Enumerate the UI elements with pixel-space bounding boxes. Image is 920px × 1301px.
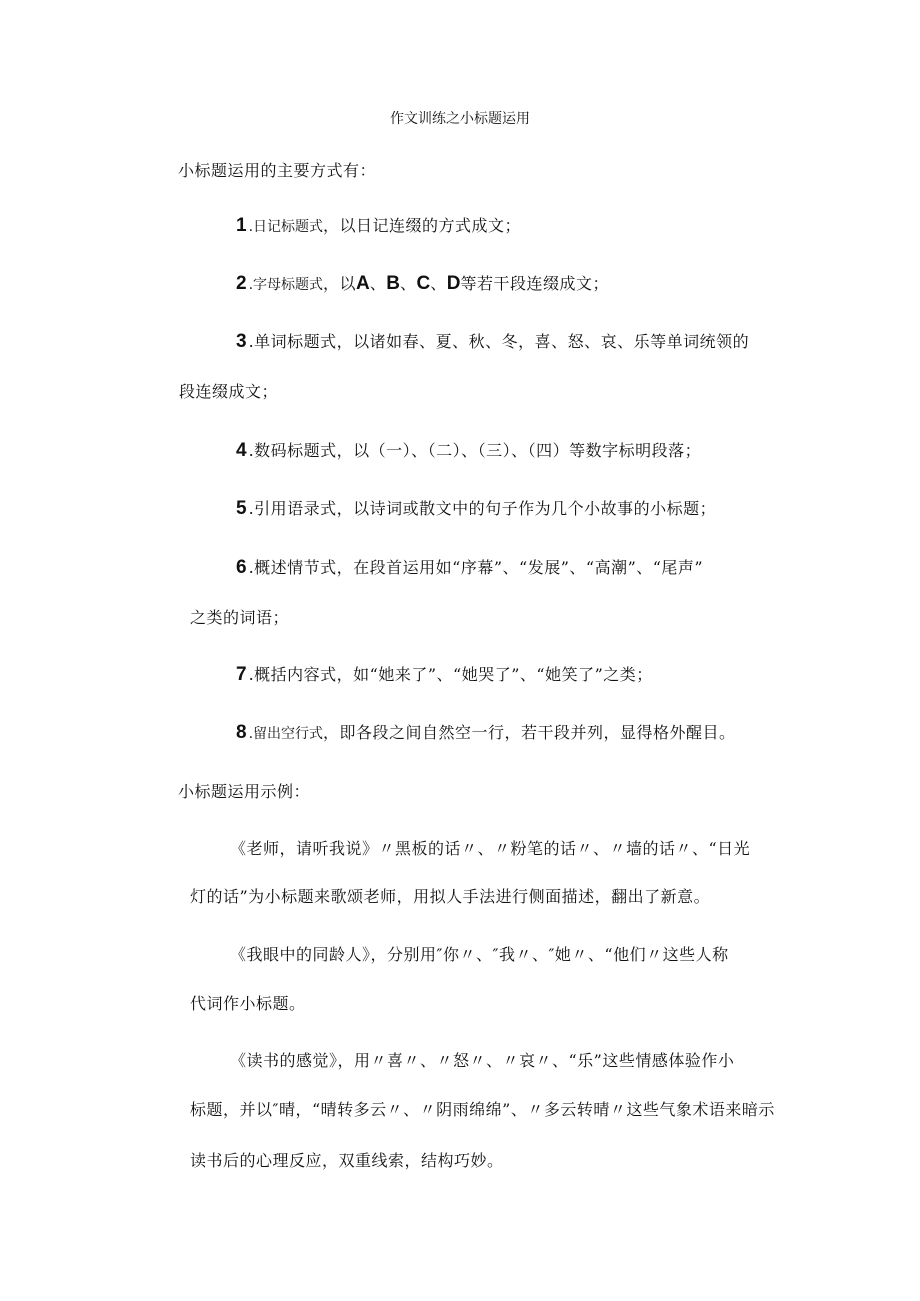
- item-number: 5: [236, 498, 247, 519]
- example-2-line-2: 代词作小标题。: [190, 994, 306, 1013]
- separator: 、: [430, 274, 447, 293]
- list-item-8: [236, 722, 736, 745]
- example-3-line-2: 标题，并以″晴，“晴转多云〃、〃阴雨绵绵”、〃多云转晴〃这些气象术语来暗示: [190, 1100, 775, 1119]
- list-item-6: [236, 557, 703, 579]
- intro-text: 小标题运用的主要方式有：: [178, 161, 377, 180]
- list-item-2: [236, 273, 609, 296]
- separator: 、: [400, 274, 417, 293]
- example-1-line-2: 灯的话”为小标题来歌颂老师，用拟人手法进行侧面描述，翻出了新意。: [190, 887, 711, 906]
- document-title: 作文训练之小标题运用: [390, 111, 530, 127]
- item-text: .数码标题式，以（一）、（二）、（三）、（四）等数字标明段落；: [248, 441, 702, 460]
- item-number: 6: [236, 557, 247, 578]
- item-name: .留出空行式: [248, 726, 324, 742]
- letter-b: B: [386, 273, 401, 294]
- example-3-line-3: 读书后的心理反应，双重线索，结构巧妙。: [190, 1151, 504, 1170]
- list-item-1: [236, 215, 521, 238]
- item-name: .日记标题式: [248, 219, 324, 235]
- item-number: 7: [236, 664, 247, 685]
- item-number: 1: [236, 215, 247, 236]
- separator: 、: [369, 274, 387, 293]
- list-item-3-continuation: 段连缀成文；: [179, 382, 279, 401]
- list-item-7: [236, 664, 653, 686]
- item-text: .概述情节式，在段首运用如“序幕”、“发展”、“高潮”、“尾声”: [248, 558, 704, 577]
- item-text: ，以: [323, 274, 357, 293]
- letter-d: D: [446, 273, 461, 294]
- item-text: .引用语录式，以诗词或散文中的句子作为几个小故事的小标题；: [248, 499, 717, 518]
- list-item-4: [236, 440, 701, 462]
- list-item-6-continuation: 之类的词语；: [190, 608, 290, 627]
- item-text: .概括内容式，如“她来了”、“她哭了”、“她笑了”之类；: [248, 665, 653, 684]
- item-number: 4: [236, 440, 247, 461]
- letter-a: A: [356, 273, 370, 294]
- item-text: ，即各段之间自然空一行，若干段并列，显得格外醒目。: [323, 723, 736, 742]
- example-2-line-1: 《我眼中的同龄人》，分别用″你〃、″我〃、″她〃、“他们〃这些人称: [230, 945, 729, 964]
- item-text: 等若干段连缀成文；: [460, 274, 610, 293]
- item-name: .字母标题式: [248, 277, 324, 293]
- list-item-3: [236, 331, 749, 353]
- item-text: ，以日记连缀的方式成文；: [323, 216, 522, 235]
- item-number: 3: [236, 331, 247, 352]
- example-3-line-1: 《读书的感觉》，用〃喜〃、〃怒〃、〃哀〃、“乐”这些情感体验作小: [230, 1051, 735, 1070]
- example-1-line-1: 《老师，请听我说》〃黑板的话〃、〃粉笔的话〃、〃墙的话〃、“日光: [230, 839, 751, 858]
- letter-c: C: [416, 273, 431, 294]
- examples-heading: 小标题运用示例：: [178, 782, 311, 801]
- item-text: .单词标题式，以诸如春、夏、秋、冬，喜、怒、哀、乐等单词统领的: [248, 332, 750, 351]
- item-number: 8: [236, 722, 247, 743]
- item-number: 2: [236, 273, 247, 294]
- list-item-5: [236, 498, 716, 520]
